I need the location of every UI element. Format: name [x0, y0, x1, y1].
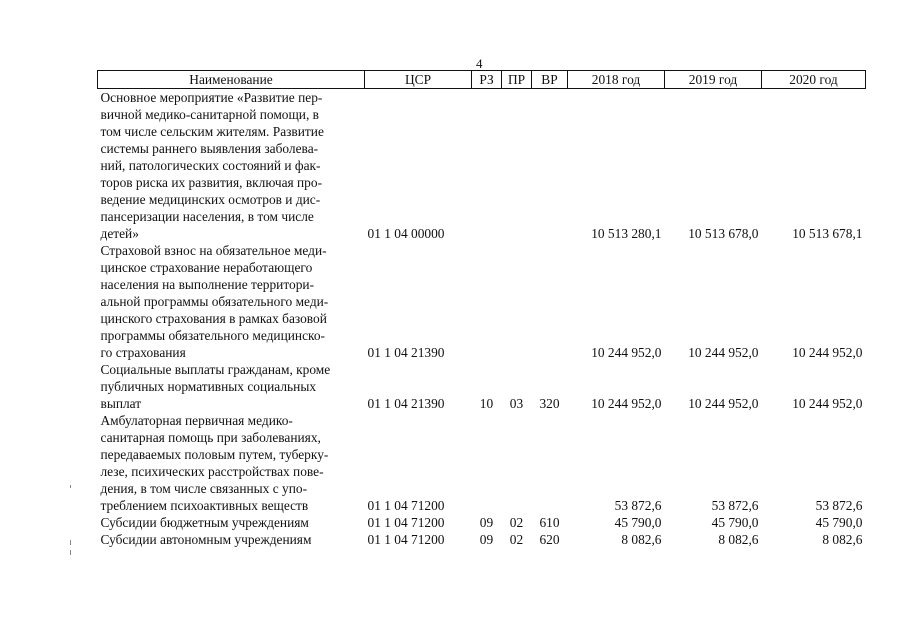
row-name-line: Страховой взнос на обязательное меди-: [100, 243, 327, 258]
table-row: [98, 89, 866, 243]
scan-margin-mark: [70, 540, 71, 545]
column-header-2018: 2018 год: [568, 71, 665, 89]
column-header-2019: 2019 год: [665, 71, 762, 89]
page-number: 4: [476, 56, 483, 71]
row-name-line: альной программы обязательного меди-: [100, 294, 329, 309]
pr-cell: [502, 412, 532, 514]
amount-2020-cell: 10 244 952,0: [792, 345, 863, 360]
row-name-line: Амбулаторная первичная медико-: [100, 413, 293, 428]
row-name: [98, 242, 365, 361]
vr-cell: 610: [539, 515, 560, 530]
pr-cell: 02: [509, 515, 524, 530]
column-header-csr: ЦСР: [365, 71, 472, 89]
row-name: [98, 89, 365, 243]
row-name-line: передаваемых половым путем, туберку-: [100, 447, 329, 462]
pr-cell: [502, 89, 532, 243]
table-header-row: [98, 71, 866, 89]
table-row: [98, 242, 866, 361]
budget-table: [97, 70, 866, 548]
column-header-pr: ПР: [502, 71, 532, 89]
row-name-line: Социальные выплаты гражданам, кроме: [100, 362, 331, 377]
amount-2019-cell: 53 872,6: [711, 498, 759, 513]
pr-cell: 02: [509, 532, 524, 547]
vr-cell: [532, 89, 568, 243]
csr-cell: 01 1 04 00000: [367, 226, 445, 241]
rz-cell: 09: [479, 515, 494, 530]
table-row: [98, 531, 866, 548]
rz-cell: [472, 242, 502, 361]
vr-cell: 620: [539, 532, 560, 547]
amount-2020-cell: 10 513 678,1: [792, 226, 863, 241]
row-name-line: цинского страхования в рамках базовой: [100, 311, 327, 326]
row-name-line: дения, в том числе связанных с упо-: [100, 481, 308, 496]
amount-2018-cell: 45 790,0: [614, 515, 662, 530]
rz-cell: 09: [479, 532, 494, 547]
column-header-2020: 2020 год: [762, 71, 866, 89]
row-name-line: Субсидии бюджетным учреждениям: [100, 515, 309, 530]
row-name: [98, 531, 365, 548]
row-name-line: пансеризации населения, в том числе: [100, 209, 314, 224]
amount-2018-cell: 8 082,6: [621, 532, 662, 547]
scan-margin-mark: [70, 550, 71, 555]
amount-2018-cell: 10 244 952,0: [591, 396, 662, 411]
row-name-line: треблением психоактивных веществ: [100, 498, 309, 513]
row-name-line: ний, патологических состояний и фак-: [100, 158, 321, 173]
amount-2018-cell: 53 872,6: [614, 498, 662, 513]
row-name: [98, 514, 365, 531]
csr-cell: 01 1 04 21390: [367, 396, 445, 411]
row-name-line: вичной медико-санитарной помощи, в: [100, 107, 319, 122]
amount-2019-cell: 10 244 952,0: [688, 345, 759, 360]
pr-cell: 03: [509, 396, 524, 411]
rz-cell: [472, 89, 502, 243]
vr-cell: [532, 412, 568, 514]
amount-2020-cell: 45 790,0: [815, 515, 863, 530]
amount-2018-cell: 10 513 280,1: [591, 226, 662, 241]
csr-cell: 01 1 04 21390: [367, 345, 445, 360]
row-name-line: том числе сельским жителям. Развитие: [100, 124, 324, 139]
amount-2019-cell: 10 513 678,0: [688, 226, 759, 241]
amount-2019-cell: 8 082,6: [718, 532, 759, 547]
amount-2019-cell: 45 790,0: [711, 515, 759, 530]
row-name-line: Субсидии автономным учреждениям: [100, 532, 312, 547]
row-name-line: ведение медицинских осмотров и дис-: [100, 192, 321, 207]
scan-margin-mark: [70, 485, 71, 488]
row-name-line: программы обязательного медицинско-: [100, 328, 325, 343]
row-name: [98, 412, 365, 514]
row-name-line: го страхования: [100, 345, 186, 360]
row-name-line: Основное мероприятие «Развитие пер-: [100, 90, 323, 105]
pr-cell: [502, 242, 532, 361]
row-name-line: публичных нормативных социальных: [100, 379, 317, 394]
column-header-vr: ВР: [532, 71, 568, 89]
table-row: [98, 412, 866, 514]
csr-cell: 01 1 04 71200: [367, 532, 445, 547]
amount-2020-cell: 53 872,6: [815, 498, 863, 513]
row-name-line: торов риска их развития, включая про-: [100, 175, 323, 190]
row-name-line: детей»: [100, 226, 139, 241]
amount-2020-cell: 8 082,6: [822, 532, 863, 547]
amount-2020-cell: 10 244 952,0: [792, 396, 863, 411]
row-name: [98, 361, 365, 412]
column-header-name: Наименование: [98, 71, 365, 89]
row-name-line: цинское страхование неработающего: [100, 260, 313, 275]
table-row: [98, 361, 866, 412]
csr-cell: 01 1 04 71200: [367, 515, 445, 530]
row-name-line: лезе, психических расстройствах пове-: [100, 464, 324, 479]
row-name-line: населения на выполнение территори-: [100, 277, 315, 292]
row-name-line: выплат: [100, 396, 142, 411]
table-row: [98, 514, 866, 531]
row-name-line: санитарная помощь при заболеваниях,: [100, 430, 321, 445]
amount-2018-cell: 10 244 952,0: [591, 345, 662, 360]
vr-cell: [532, 242, 568, 361]
vr-cell: 320: [539, 396, 560, 411]
row-name-line: системы раннего выявления заболева-: [100, 141, 319, 156]
amount-2019-cell: 10 244 952,0: [688, 396, 759, 411]
column-header-rz: РЗ: [472, 71, 502, 89]
rz-cell: [472, 412, 502, 514]
csr-cell: 01 1 04 71200: [367, 498, 445, 513]
rz-cell: 10: [479, 396, 494, 411]
